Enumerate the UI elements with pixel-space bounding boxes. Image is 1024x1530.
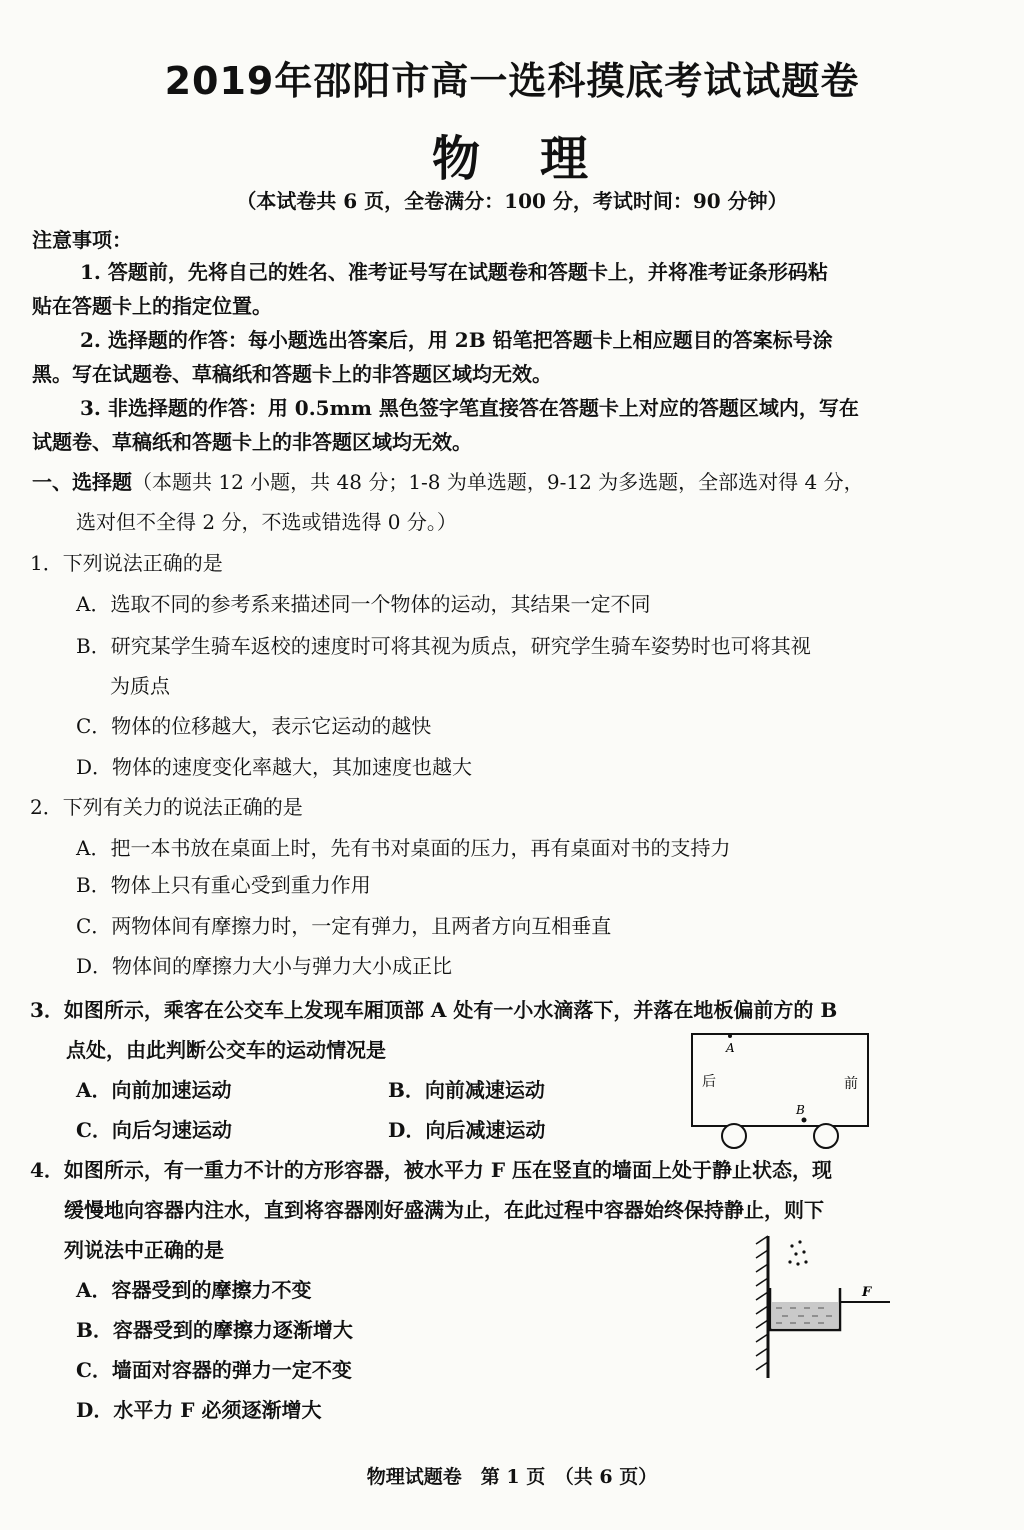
q2-option-c: C．两物体间有摩擦力时，一定有弹力，且两者方向互相垂直	[76, 914, 612, 938]
q4-option-b: B．容器受到的摩擦力逐渐增大	[76, 1318, 353, 1342]
bus-front-wheel	[814, 1124, 838, 1148]
q3-stem-line-1: 3．如图所示，乘客在公交车上发现车厢顶部 A 处有一小水滴落下，并落在地板偏前方的 B	[30, 998, 838, 1022]
point-a-dot	[728, 1034, 732, 1038]
q1-stem: 1．下列说法正确的是	[30, 551, 223, 575]
point-b-dot	[802, 1118, 807, 1123]
notice-item-1-line-2: 贴在答题卡上的指定位置。	[32, 294, 272, 318]
q3-option-a: A．向前加速运动	[76, 1078, 232, 1102]
page-footer: 物理试题卷 第 1 页 （共 6 页）	[366, 1466, 658, 1488]
q2-stem: 2．下列有关力的说法正确的是	[30, 795, 303, 819]
q2-option-b: B．物体上只有重心受到重力作用	[76, 873, 371, 897]
subject-char-1: 物	[431, 131, 484, 187]
label-b: B	[796, 1103, 805, 1117]
label-f: F	[862, 1285, 872, 1300]
subject-char-2: 理	[540, 131, 593, 187]
q4-stem-line-3: 列说法中正确的是	[64, 1238, 224, 1262]
q4-option-c: C．墙面对容器的弹力一定不变	[76, 1358, 352, 1382]
q1-option-b-line-2: 为质点	[110, 674, 170, 698]
bus-rear-wheel	[722, 1124, 746, 1148]
q3-option-c: C．向后匀速运动	[76, 1118, 232, 1142]
bus-body	[692, 1034, 868, 1126]
water	[772, 1302, 838, 1328]
q1-option-d: D．物体的速度变化率越大，其加速度也越大	[76, 755, 473, 779]
section-1-desc-line-1: （本题共 12 小题，共 48 分；1-8 为单选题，9-12 为多选题，全部选对得 4 分，	[132, 470, 864, 494]
notice-item-1-line-1: 1. 答题前，先将自己的姓名、准考证号写在试题卷和答题卡上，并将准考证条形码粘	[80, 260, 828, 284]
q2-option-a: A．把一本书放在桌面上时，先有书对桌面的压力，再有桌面对书的支持力	[76, 836, 731, 860]
q4-option-d: D．水平力 F 必须逐渐增大	[76, 1398, 322, 1422]
water-drops	[788, 1240, 807, 1265]
notice-item-3-line-1: 3. 非选择题的作答：用 0.5mm 黑色签字笔直接答在答题卡上对应的答题区域内，写在	[80, 396, 859, 420]
exam-title: 2019年邵阳市高一选科摸底考试试题卷	[164, 59, 860, 103]
q3-stem-line-2: 点处，由此判断公交车的运动情况是	[66, 1038, 386, 1062]
q4-option-a: A．容器受到的摩擦力不变	[76, 1278, 312, 1302]
q3-option-d: D．向后减速运动	[388, 1118, 546, 1142]
q4-stem-line-2: 缓慢地向容器内注水，直到将容器刚好盛满为止，在此过程中容器始终保持静止，则下	[64, 1198, 824, 1222]
q3-option-b: B．向前减速运动	[388, 1078, 545, 1102]
section-1-desc-line-2: 选对但不全得 2 分，不选或错选得 0 分。）	[76, 510, 457, 534]
wall	[756, 1236, 768, 1378]
subject-heading	[0, 120, 1024, 189]
wall-container-diagram	[752, 1232, 902, 1382]
section-1-label: 一、选择题	[32, 470, 132, 494]
label-front: 前	[844, 1076, 858, 1092]
bus-diagram	[680, 1028, 880, 1160]
notice-heading: 注意事项：	[32, 228, 132, 252]
notice-item-2-line-1: 2. 选择题的作答：每小题选出答案后，用 2B 铅笔把答题卡上相应题目的答案标号涂	[80, 328, 833, 352]
notice-item-3-line-2: 试题卷、草稿纸和答题卡上的非答题区域均无效。	[32, 430, 472, 454]
exam-info: （本试卷共 6 页，全卷满分：100 分，考试时间：90 分钟）	[236, 189, 788, 213]
label-back: 后	[702, 1074, 716, 1090]
q1-option-c: C．物体的位移越大，表示它运动的越快	[76, 714, 432, 738]
section-1-line-1	[32, 468, 864, 496]
notice-item-2-line-2: 黑。写在试题卷、草稿纸和答题卡上的非答题区域均无效。	[32, 362, 552, 386]
q1-option-b-line-1: B．研究某学生骑车返校的速度时可将其视为质点，研究学生骑车姿势时也可将其视	[76, 634, 811, 658]
q4-stem-line-1: 4．如图所示，有一重力不计的方形容器，被水平力 F 压在竖直的墙面上处于静止状态，现	[30, 1158, 833, 1182]
q2-option-d: D．物体间的摩擦力大小与弹力大小成正比	[76, 954, 453, 978]
label-a: A	[726, 1041, 735, 1055]
q1-option-a: A．选取不同的参考系来描述同一个物体的运动，其结果一定不同	[76, 592, 651, 616]
